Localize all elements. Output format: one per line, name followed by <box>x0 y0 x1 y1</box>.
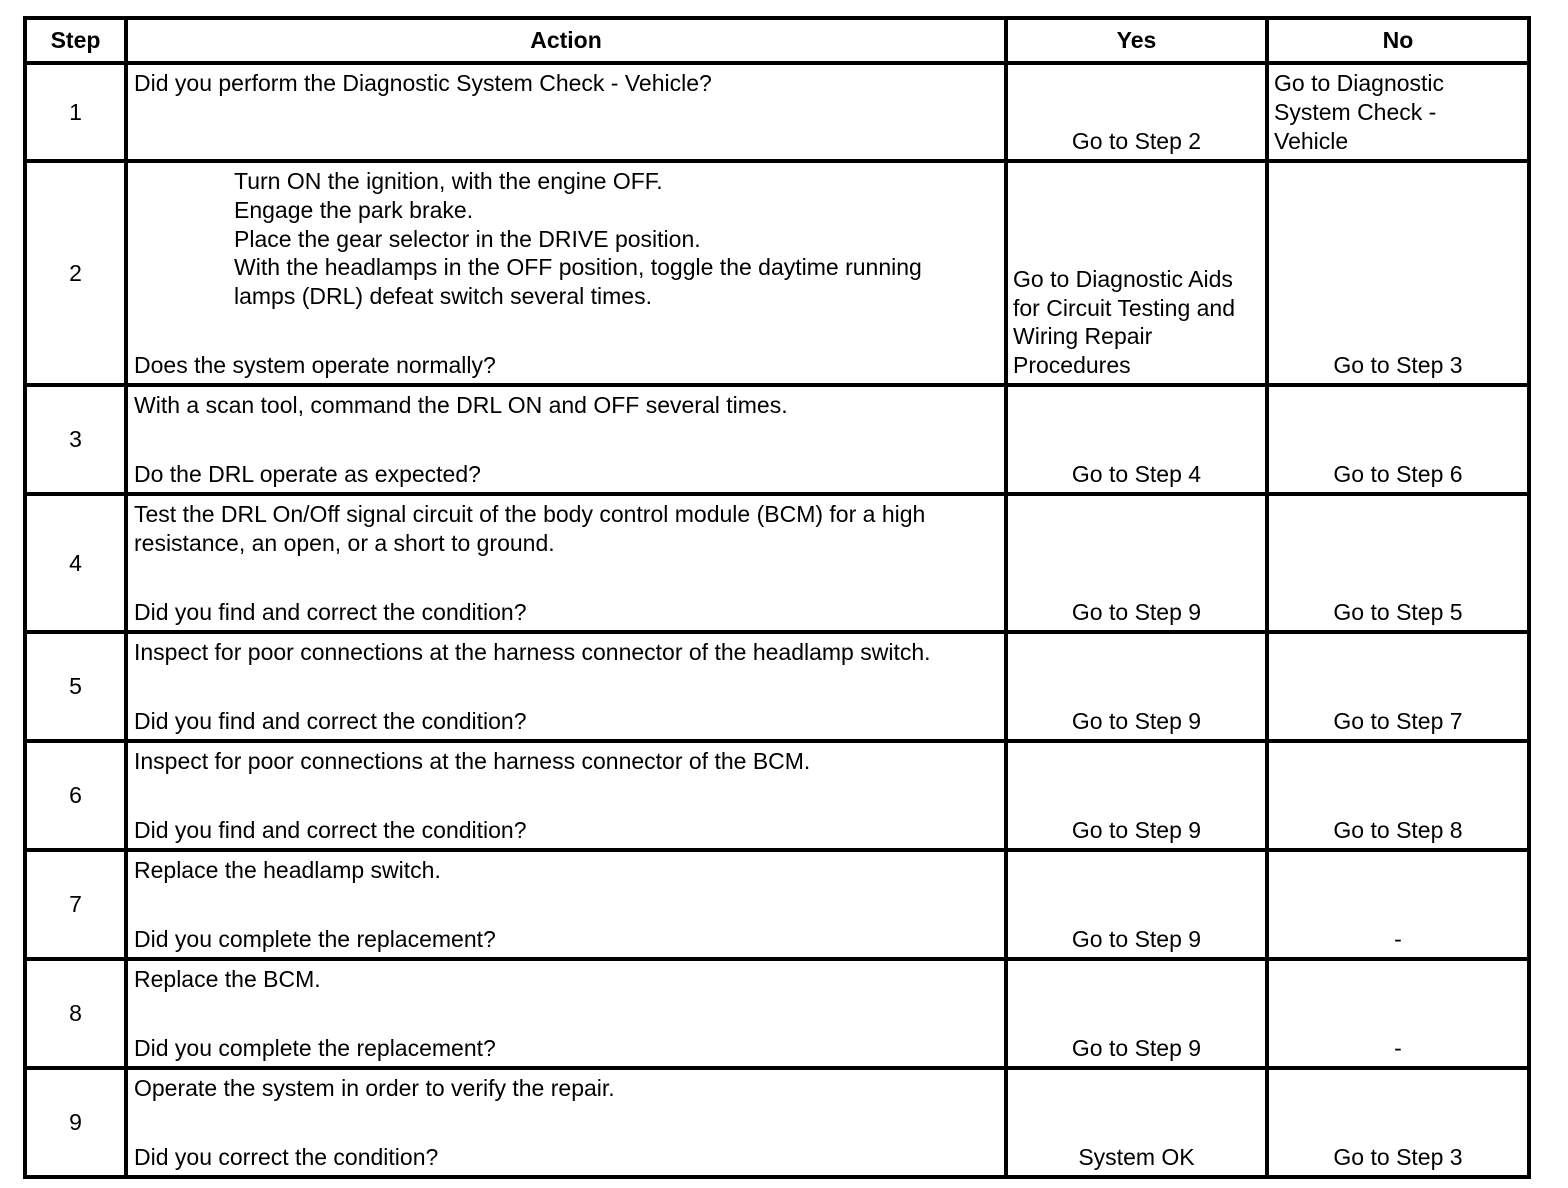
action-cell <box>126 632 1006 741</box>
step-number: 7 <box>25 850 126 959</box>
table-row <box>25 850 1529 959</box>
no-text: Go to Step 6 <box>1333 461 1463 488</box>
table-row <box>25 741 1529 850</box>
no-cell <box>1267 959 1529 1068</box>
table-row <box>25 1068 1529 1177</box>
list-item: lamps (DRL) defeat switch several times. <box>234 283 652 310</box>
action-cell <box>126 63 1006 161</box>
action-question: Did you find and correct the condition? <box>134 599 527 626</box>
action-text: Operate the system in order to verify the repair. <box>134 1075 615 1101</box>
diagnostic-table <box>23 16 1531 1179</box>
yes-cell <box>1006 63 1267 161</box>
step-number: 2 <box>25 161 126 385</box>
action-text: Did you perform the Diagnostic System Check - Vehicle? <box>134 70 712 96</box>
action-cell <box>126 850 1006 959</box>
action-text: Replace the headlamp switch. <box>134 857 441 883</box>
action-cell <box>126 959 1006 1068</box>
yes-text: Go to Diagnostic Aids <box>1013 265 1233 292</box>
no-text: Go to Step 8 <box>1333 817 1463 844</box>
action-text: Test the DRL On/Off signal circuit of the body control module (BCM) for a high <box>134 501 926 527</box>
yes-cell <box>1006 1068 1267 1177</box>
table-row <box>25 959 1529 1068</box>
table-row <box>25 161 1529 385</box>
action-question: Did you complete the replacement? <box>134 926 496 953</box>
list-item: Engage the park brake. <box>234 196 474 223</box>
no-text: - <box>1394 926 1402 953</box>
no-text: - <box>1394 1035 1402 1062</box>
yes-text: System OK <box>1078 1144 1195 1171</box>
yes-text: Go to Step 9 <box>1071 926 1202 953</box>
yes-text: Go to Step 9 <box>1071 1035 1202 1062</box>
yes-text: Go to Step 9 <box>1071 817 1202 844</box>
action-question: Did you complete the replacement? <box>134 1035 496 1062</box>
no-text: Go to Step 3 <box>1333 1144 1463 1171</box>
header-yes: Yes <box>1006 18 1267 63</box>
no-cell <box>1267 1068 1529 1177</box>
no-text: Go to Diagnostic <box>1274 70 1445 96</box>
no-text: Go to Step 3 <box>1333 352 1463 379</box>
action-cell <box>126 494 1006 632</box>
header-action: Action <box>126 18 1006 63</box>
action-question: Do the DRL operate as expected? <box>134 461 481 488</box>
no-text: Go to Step 7 <box>1333 708 1463 735</box>
no-cell <box>1267 63 1529 161</box>
yes-cell <box>1006 959 1267 1068</box>
header-no: No <box>1267 18 1529 63</box>
yes-text: Go to Step 9 <box>1071 599 1202 626</box>
step-number: 6 <box>25 741 126 850</box>
header-row <box>25 18 1529 63</box>
step-number: 5 <box>25 632 126 741</box>
table-row <box>25 385 1529 494</box>
yes-cell <box>1006 494 1267 632</box>
step-number: 8 <box>25 959 126 1068</box>
table-row <box>25 632 1529 741</box>
yes-cell <box>1006 161 1267 385</box>
header-step: Step <box>25 18 126 63</box>
list-item: Turn ON the ignition, with the engine OFF. <box>234 168 663 194</box>
action-question: Did you find and correct the condition? <box>134 817 527 844</box>
step-number: 1 <box>25 63 126 161</box>
action-question: Does the system operate normally? <box>134 352 496 379</box>
step-number: 3 <box>25 385 126 494</box>
no-cell <box>1267 494 1529 632</box>
yes-cell <box>1006 385 1267 494</box>
list-item: Place the gear selector in the DRIVE position. <box>234 225 701 252</box>
action-text: With a scan tool, command the DRL ON and OFF several times. <box>134 392 788 418</box>
yes-text: Procedures <box>1013 352 1131 379</box>
action-cell <box>126 161 1006 385</box>
table-row <box>25 494 1529 632</box>
yes-text: Go to Step 9 <box>1071 708 1202 735</box>
no-text: Go to Step 5 <box>1333 599 1463 626</box>
action-text: Inspect for poor connections at the harness connector of the headlamp switch. <box>134 639 931 665</box>
no-cell <box>1267 741 1529 850</box>
list-item: With the headlamps in the OFF position, toggle the daytime running <box>234 254 922 281</box>
table-row <box>25 63 1529 161</box>
step-number: 9 <box>25 1068 126 1177</box>
yes-text: Go to Step 4 <box>1071 461 1202 488</box>
no-cell <box>1267 632 1529 741</box>
action-text: Inspect for poor connections at the harness connector of the BCM. <box>134 748 811 774</box>
yes-text: Go to Step 2 <box>1071 128 1202 155</box>
yes-text: for Circuit Testing and <box>1013 294 1236 321</box>
yes-cell <box>1006 741 1267 850</box>
action-step-list <box>134 167 998 311</box>
action-cell <box>126 1068 1006 1177</box>
yes-cell <box>1006 632 1267 741</box>
yes-text: Wiring Repair <box>1013 323 1153 350</box>
action-question: Did you find and correct the condition? <box>134 708 527 735</box>
action-cell <box>126 741 1006 850</box>
no-cell <box>1267 385 1529 494</box>
yes-cell <box>1006 850 1267 959</box>
action-text: resistance, an open, or a short to ground. <box>134 529 555 556</box>
step-number: 4 <box>25 494 126 632</box>
no-text: Vehicle <box>1274 127 1349 154</box>
action-question: Did you correct the condition? <box>134 1144 439 1171</box>
no-cell <box>1267 161 1529 385</box>
action-cell <box>126 385 1006 494</box>
action-text: Replace the BCM. <box>134 966 321 992</box>
no-cell <box>1267 850 1529 959</box>
no-text: System Check - <box>1274 98 1437 125</box>
